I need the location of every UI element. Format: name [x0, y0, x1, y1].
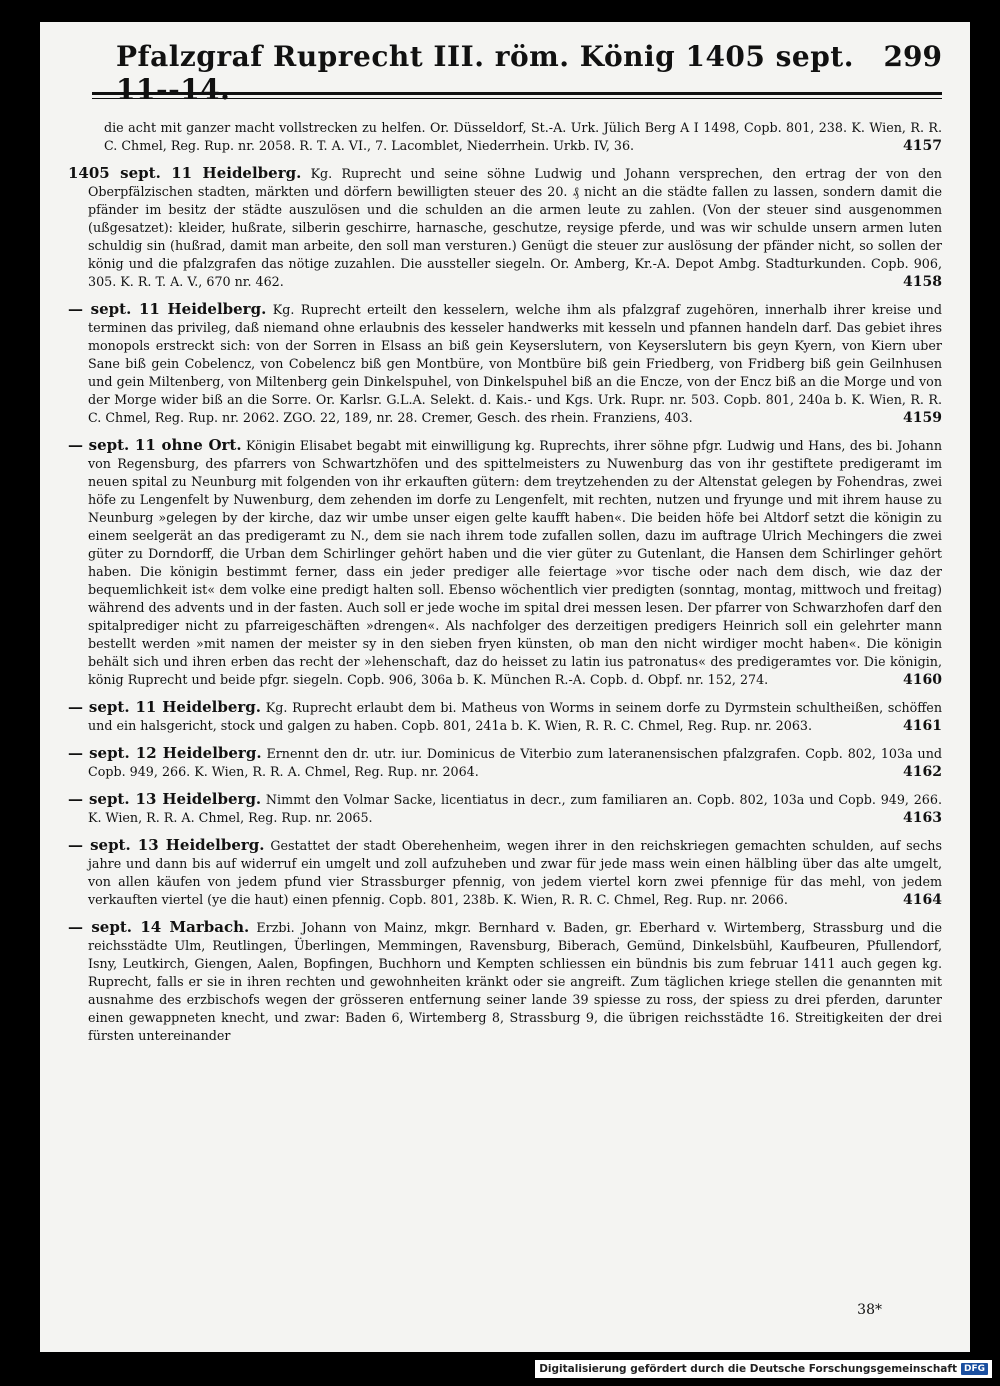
entry-number: 4159 — [903, 410, 942, 426]
running-header — [68, 40, 942, 106]
regest-entry — [68, 300, 942, 427]
entry-number: 4161 — [903, 718, 942, 734]
entry-head: — sept. 11 Heidelberg. — [68, 300, 267, 318]
regest-entry — [68, 790, 942, 827]
entry-text: Gestattet der stadt Oberehenheim, wegen ihrer in den reichskriegen gemachten schulden, auf sechs jahre und dann bis auf widerruf ein umgelt und zoll aufzuheben und zwar für jede mass wein einen hälbling über das alte umgelt, von allen käufen von jedem pfund vier Strassburger pfennig, von jedem viertel korn zwei pfennige für das mehl, von jedem verkauften viertel (ye die haut) einen pfennig. Copb. 801, 238b. K. Wien, R. R. C. Chmel, Reg. Rup. nr. 2066. — [88, 838, 942, 907]
page-number: 299 — [883, 40, 942, 73]
regest-entry — [68, 836, 942, 909]
register-body — [68, 118, 942, 1054]
entry-head: — sept. 11 Heidelberg. — [68, 698, 262, 716]
entry-number: 4163 — [903, 810, 942, 826]
entry-number: 4158 — [903, 274, 942, 290]
entry-text: Erzbi. Johann von Mainz, mkgr. Bernhard v. Baden, gr. Eberhard v. Wirtemberg, Strassburg und die reichsstädte Ulm, Reutlingen, Überlingen, Memmingen, Ravensburg, Biberach, Gemünd, Dinkelsbühl, Kaufbeuren, Pfullendorf, Isny, Leutkirch, Giengen, Aalen, Bopfingen, Buchhorn und Kempten schliessen ein bündnis bis zum februar 1411 auch gegen kg. Ruprecht, falls er sie in ihren rechten und gewohnheiten kränkt oder sie angreift. Zum täglichen kriege stellen die genannten mit ausnahme des erzbischofs wegen der grösseren entfernung seiner lande 39 spiesse zu ross, der spiess zu drei pferden, darunter einen gewappneten knecht, und zwar: Baden 6, Wirtemberg 8, Strassburg 9, die übrigen reichsstädte 16. Streitigkeiten der drei fürsten untereinander — [88, 920, 942, 1043]
regest-entry — [68, 744, 942, 781]
entry-head: — sept. 14 Marbach. — [68, 918, 250, 936]
entry-number: 4164 — [903, 892, 942, 908]
entry-head: — sept. 12 Heidelberg. — [68, 744, 262, 762]
regest-entry — [68, 436, 942, 689]
regest-entry — [68, 918, 942, 1045]
dfg-logo: DFG — [961, 1363, 988, 1375]
entry-number: 4162 — [903, 764, 942, 780]
entry-text: Ernennt den dr. utr. iur. Dominicus de Viterbio zum lateranensischen pfalzgrafen. Copb. 802, 103a und Copb. 949, 266. K. Wien, R. R. A. Chmel, Reg. Rup. nr. 2064. — [88, 746, 942, 779]
page-title: Pfalzgraf Ruprecht III. röm. König 1405 sept. 11--14. — [116, 40, 854, 106]
entry-number: 4160 — [903, 672, 942, 688]
regest-entry — [68, 698, 942, 735]
entry-head: — sept. 11 ohne Ort. — [68, 436, 242, 454]
entry-text: Nimmt den Volmar Sacke, licentiatus in decr., zum familiaren an. Copb. 802, 103a und Copb. 949, 266. K. Wien, R. R. A. Chmel, Reg. Rup. nr. 2065. — [88, 792, 942, 825]
header-rule-thin — [92, 98, 942, 99]
entry-head: — sept. 13 Heidelberg. — [68, 836, 265, 854]
entry-head: — sept. 13 Heidelberg. — [68, 790, 262, 808]
entry-text: die acht mit ganzer macht vollstrecken zu helfen. Or. Düsseldorf, St.-A. Urk. Jülich Berg A I 1498, Copb. 801, 238. K. Wien, R. R. C. Chmel, Reg. Rup. nr. 2058. R. T. A. VI., 7. Lacomblet, Niederrhein. Urkb. IV, 36. — [104, 120, 942, 153]
header-rule-thick — [92, 92, 942, 95]
regest-entry — [68, 118, 942, 155]
funding-footer — [535, 1360, 992, 1378]
scanned-page — [40, 22, 970, 1352]
signature-mark: 38* — [857, 1302, 882, 1318]
entry-head: 1405 sept. 11 Heidelberg. — [68, 164, 302, 182]
footer-text: Digitalisierung gefördert durch die Deutsche Forschungsgemeinschaft — [539, 1363, 957, 1375]
entry-number: 4157 — [903, 138, 942, 154]
entry-text: Kg. Ruprecht und seine söhne Ludwig und Johann versprechen, den ertrag der von den Oberpfälzischen stadten, märkten und dörfern bewilligten steuer des 20. ₰ nicht an die städte fallen zu lassen, sondern damit die pfänder im besitz der städte auszulösen und die schulden an die armen leute zu zahlen. (Von der steuer sind ausgenommen (ußgesatzet): kleider, hußrate, silberin geschirre, harnasche, geschutze, reysige pferde, und was wir schulde unsern armen luten schuldig sin (hußrad, damit man arbeite, den soll man versturen.) Genügt die steuer zur auslösung der pfänder nicht, so sollen der könig und die pfalzgrafen das nötige zuzahlen. Die aussteller siegeln. Or. Amberg, Kr.-A. Depot Ambg. Stadturkunden. Copb. 906, 305. K. R. T. A. V., 670 nr. 462. — [88, 166, 942, 289]
entry-text: Kg. Ruprecht erlaubt dem bi. Matheus von Worms in seinem dorfe zu Dyrmstein schultheißen, schöffen und ein halsgericht, stock und galgen zu haben. Copb. 801, 241a b. K. Wien, R. R. C. Chmel, Reg. Rup. nr. 2063. — [88, 700, 942, 733]
entry-text: Königin Elisabet begabt mit einwilligung kg. Ruprechts, ihrer söhne pfgr. Ludwig und Hans, des bi. Johann von Regensburg, des pfarrers von Schwartzhöfen und des spittelmeisters zu Nuwenburg das von ihr gestiftete predigeramt im neuen spital zu Neunburg mit folgenden von ihr erkauften gütern: dem treytzehenden zu der Altenstat gelegen by Fohendras, zwei höfe zu Lengenfelt by Nuwenburg, dem zehenden im dorfe zu Lengenfelt, mit rechten, nutzen und fryunge und mit ihrem hause zu Neunburg »gelegen by der kirche, daz wir umbe unser eigen gelte kaufft haben«. Die beiden höfe bei Altdorf setzt die königin zu einem seelgerät an das predigeramt zu N., dem sie nach ihrem tode zufallen sollen, dazu im auftrage Ulrich Mechingers die zwei güter zu Dorndorff, die Urban dem Schirlinger gehört haben und die vier güter zu Gutenlant, die Hansen dem Schirlinger gehört haben. Die königin bestimmt ferner, dass ein jeder prediger alle feiertage »vor tische oder nach dem disch, wie daz der bequemlichkeit ist« dem volke eine predigt halten soll. Ebenso wöchentlich vier predigten (sonntag, montag, mittwoch und freitag) während des advents und in der fasten. Auch soll er jede woche im spital drei messen lesen. Der pfarrer von Schwarzhofen darf den spitalprediger nicht zu pfarreigeschäften »drengen«. Als nachfolger des derzeitigen predigers Heinrich soll ein gelehrter mann bestellt werden »mit namen der meister sy in den sieben fryen künsten, ob man den nicht wirdiger mocht haben«. Die königin behält sich und ihren erben das recht der »lehenschaft, daz do heisset zu latin ius patronatus« des predigeramtes vor. Die königin, könig Ruprecht und beide pfgr. siegeln. Copb. 906, 306a b. K. München R.-A. Copb. d. Obpf. nr. 152, 274. — [88, 438, 942, 687]
regest-entry — [68, 164, 942, 291]
entry-text: Kg. Ruprecht erteilt den kesselern, welche ihm als pfalzgraf zugehören, innerhalb ihrer kreise und terminen das privileg, daß niemand ohne erlaubnis des kesseler handwerks mit kesseln und pfannen handeln darf. Das gebiet ihres monopols erstreckt sich: von der Sorren in Elsass an biß gein Keyserslutern, von Keyserslutern bis geyn Kyern, von Kiern uber Sane biß gein Cobelencz, von Cobelencz biß gen Montbüre, von Montbüre biß gein Friedberg, von Fridberg biß gein Geilnhusen und gein Miltenberg, von Miltenberg gein Dinkelspuhel, von Dinkelspuhel biß an die Encze, von der Encz biß an die Morge und von der Morge wider biß an die Sorre. Or. Karlsr. G.L.A. Selekt. d. Kais.- und Kgs. Urk. Rupr. nr. 503. Copb. 801, 240a b. K. Wien, R. R. C. Chmel, Reg. Rup. nr. 2062. ZGO. 22, 189, nr. 28. Cremer, Gesch. des rhein. Franziens, 403. — [88, 302, 942, 425]
